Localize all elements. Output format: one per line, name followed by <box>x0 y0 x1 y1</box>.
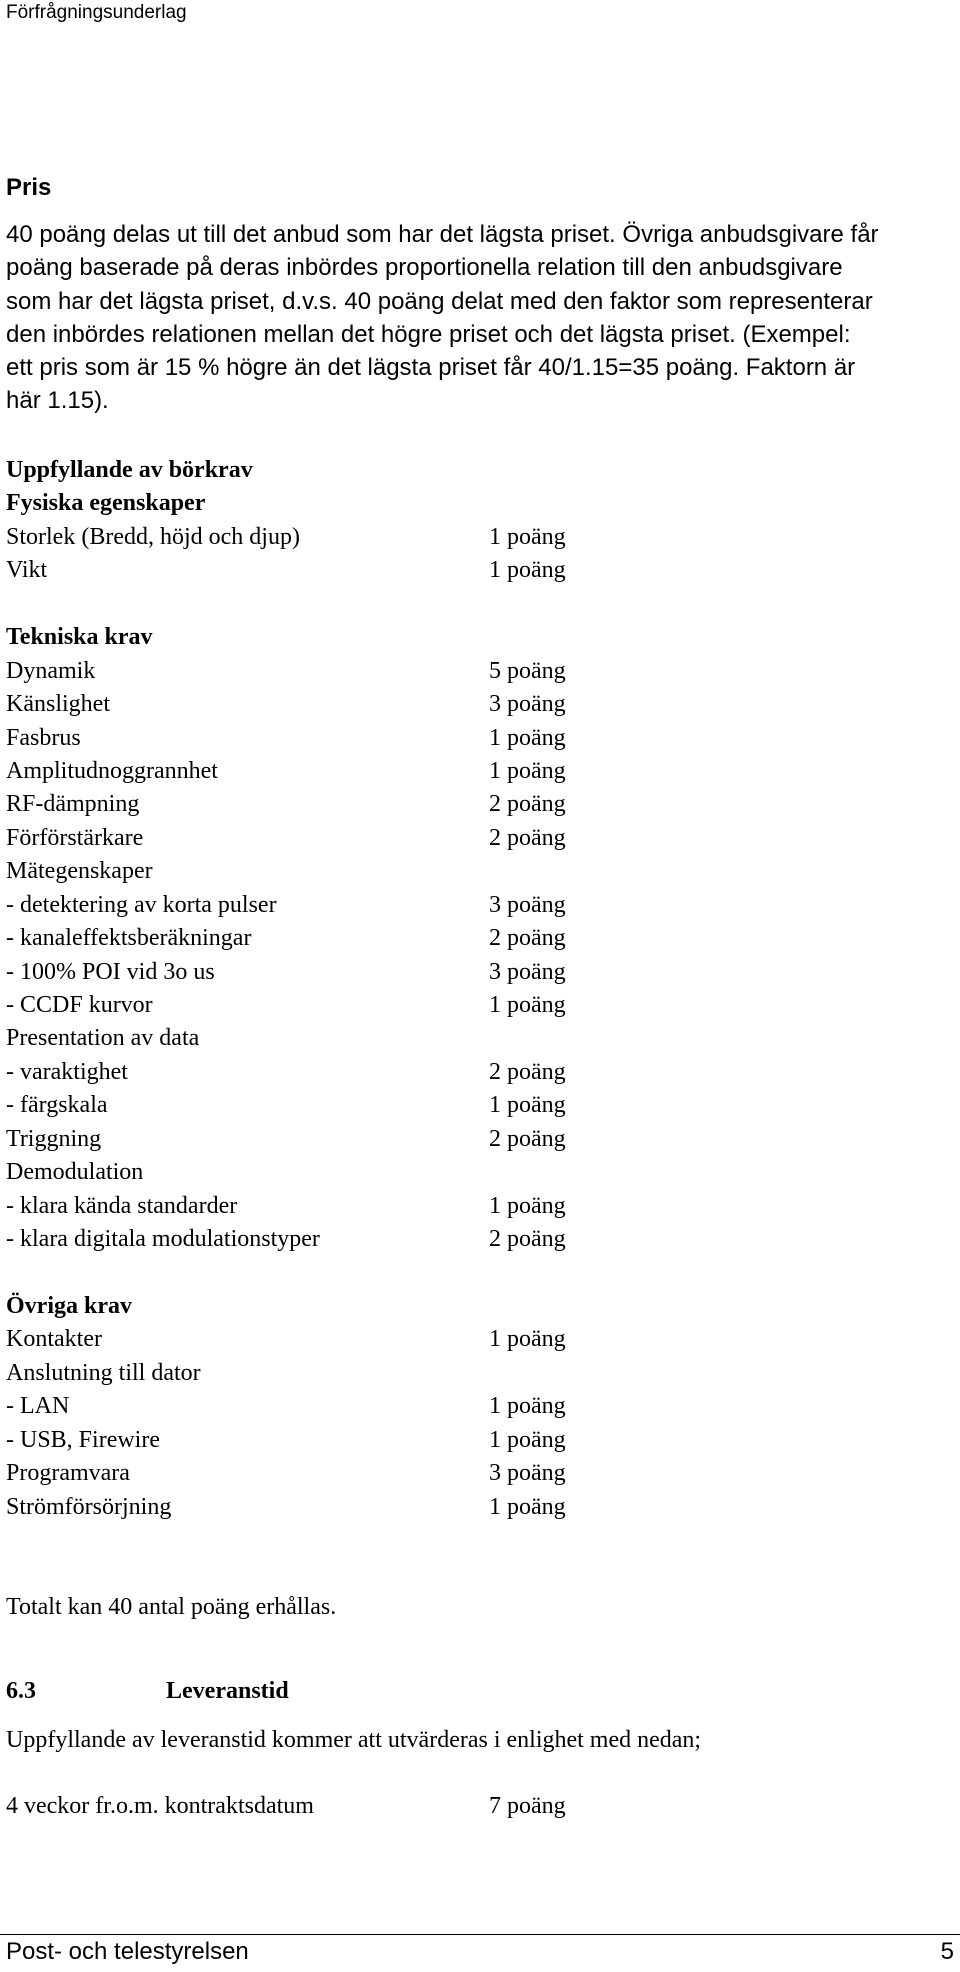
footer-organization: Post- och telestyrelsen <box>6 1938 249 1965</box>
requirement-label: Övriga krav <box>6 1292 132 1319</box>
pris-heading: Pris <box>6 174 52 201</box>
requirement-row <box>6 554 566 587</box>
requirement-label: Anslutning till dator <box>6 1359 201 1386</box>
pris-line: här 1.15). <box>6 387 109 415</box>
requirement-row <box>6 1491 566 1524</box>
requirement-row <box>6 722 566 755</box>
requirement-points: 1 poäng <box>489 1493 566 1520</box>
requirement-label: - färgskala <box>6 1092 108 1119</box>
requirement-points: 2 poäng <box>489 1125 566 1152</box>
requirement-row <box>6 1357 320 1390</box>
requirement-row <box>6 989 566 1022</box>
requirement-label: RF-dämpning <box>6 791 140 818</box>
requirement-row <box>6 1457 566 1490</box>
requirement-row <box>6 1089 566 1122</box>
requirement-label: - CCDF kurvor <box>6 992 153 1018</box>
requirement-row <box>6 956 566 989</box>
requirement-label: - LAN <box>6 1393 70 1420</box>
requirement-points: 1 poäng <box>489 1426 566 1453</box>
requirement-label: - detektering av korta pulser <box>6 891 277 918</box>
pris-line: den inbördes relationen mellan det högre priset och det lägsta priset. (Exempel: <box>6 320 851 348</box>
requirement-label: Fysiska egenskaper <box>6 490 206 517</box>
requirement-points: 2 poäng <box>489 791 566 818</box>
pris-line: ett pris som är 15 % högre än det lägsta priset får 40/1.15=35 poäng. Faktorn är <box>6 354 856 382</box>
requirement-row <box>6 1056 566 1089</box>
requirement-row <box>6 822 566 855</box>
requirement-row <box>6 1156 320 1189</box>
requirement-label: Presentation av data <box>6 1025 200 1052</box>
requirement-label: Dynamik <box>6 657 96 684</box>
requirement-group-heading <box>6 487 320 520</box>
requirement-points: 1 poäng <box>489 724 566 751</box>
requirement-row <box>6 521 566 554</box>
requirement-points: 1 poäng <box>489 1192 566 1219</box>
footer-divider <box>0 1934 960 1935</box>
requirement-row <box>6 655 566 688</box>
requirement-row <box>6 922 566 955</box>
requirement-label: Förförstärkare <box>6 824 144 851</box>
pris-paragraph <box>6 218 946 418</box>
requirement-label: - USB, Firewire <box>6 1426 160 1453</box>
requirement-points: 1 poäng <box>489 1092 566 1119</box>
requirement-label: - varaktighet <box>6 1058 128 1085</box>
requirement-points: 1 poäng <box>489 557 566 584</box>
requirement-points: 2 poäng <box>489 925 566 952</box>
requirement-label: Amplitudnoggrannhet <box>6 757 218 784</box>
requirement-row <box>6 1424 566 1457</box>
pris-line: 40 poäng delas ut till det anbud som har det lägsta priset. Övriga anbudsgivare får <box>6 221 879 248</box>
pris-line: som har det lägsta priset, d.v.s. 40 poäng delat med den faktor som representerar <box>6 287 873 315</box>
requirement-points: 3 poäng <box>489 691 566 718</box>
delivery-criterion-points: 7 poäng <box>489 1793 566 1819</box>
section-number: 6.3 <box>6 1678 36 1704</box>
requirement-label: Tekniska krav <box>6 624 153 651</box>
requirement-points: 1 poäng <box>489 1393 566 1420</box>
requirement-label: Storlek (Bredd, höjd och djup) <box>6 523 300 550</box>
requirement-label: - kanaleffektsberäkningar <box>6 925 252 952</box>
requirements-section <box>6 454 566 1524</box>
requirements-heading: Uppfyllande av börkrav <box>6 457 253 483</box>
requirement-label: Programvara <box>6 1460 130 1487</box>
requirement-row <box>6 588 320 621</box>
requirement-row <box>6 1323 566 1356</box>
requirement-row <box>6 889 566 922</box>
requirement-label: Kontakter <box>6 1326 102 1353</box>
requirement-label: - klara digitala modulationstyper <box>6 1226 320 1253</box>
requirement-points: 3 poäng <box>489 891 566 918</box>
delivery-description: Uppfyllande av leveranstid kommer att utvärderas i enlighet med nedan; <box>6 1727 702 1753</box>
document-header: Förfrågningsunderlag <box>6 2 187 23</box>
requirements-list <box>6 487 566 1524</box>
requirement-label: Demodulation <box>6 1159 144 1186</box>
requirement-row <box>6 1223 566 1256</box>
requirement-points: 2 poäng <box>489 1058 566 1085</box>
requirement-points: 1 poäng <box>489 757 566 784</box>
requirement-label: Strömförsörjning <box>6 1493 172 1520</box>
requirement-points: 2 poäng <box>489 824 566 851</box>
requirement-row <box>6 1257 320 1290</box>
requirement-points: 1 poäng <box>489 523 566 550</box>
requirement-row <box>6 1123 566 1156</box>
requirement-group-heading <box>6 621 320 654</box>
delivery-criterion-label: 4 veckor fr.o.m. kontraktsdatum <box>6 1793 314 1819</box>
requirement-group-heading <box>6 1290 320 1323</box>
requirement-label: Triggning <box>6 1125 102 1152</box>
requirement-label: Mätegenskaper <box>6 858 153 885</box>
requirement-row <box>6 1190 566 1223</box>
requirement-label: Vikt <box>6 557 48 584</box>
requirement-row <box>6 1390 566 1423</box>
requirement-points: 2 poäng <box>489 1226 566 1253</box>
requirement-points: 3 poäng <box>489 958 566 985</box>
requirement-label: Känslighet <box>6 691 110 718</box>
requirement-points: 3 poäng <box>489 1460 566 1487</box>
page-number: 5 <box>940 1938 954 1965</box>
requirement-points: 1 poäng <box>489 992 566 1018</box>
requirement-label: Fasbrus <box>6 724 81 751</box>
requirement-points: 5 poäng <box>489 657 566 684</box>
requirement-points: 1 poäng <box>489 1326 566 1353</box>
requirement-label: - klara kända standarder <box>6 1192 238 1219</box>
requirement-row <box>6 1022 320 1055</box>
section-title: Leveranstid <box>166 1678 289 1704</box>
pris-line: poäng baserade på deras inbördes proportionella relation till den anbudsgivare <box>6 254 843 282</box>
requirement-row <box>6 755 566 788</box>
requirement-row <box>6 688 566 721</box>
requirement-row <box>6 855 320 888</box>
total-points-text: Totalt kan 40 antal poäng erhållas. <box>6 1594 337 1620</box>
requirement-label: - 100% POI vid 3o us <box>6 958 215 985</box>
requirement-row <box>6 788 566 821</box>
